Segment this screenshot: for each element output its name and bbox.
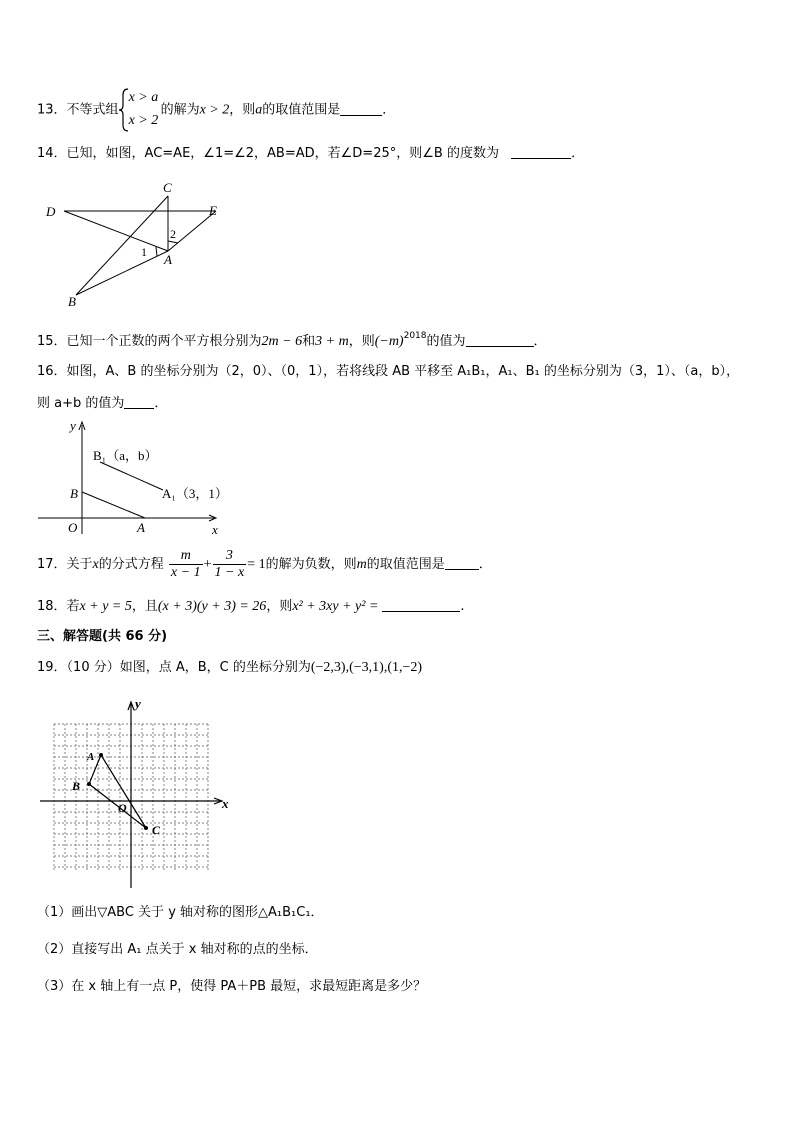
q16-text-2: 则 a+b 的值为 bbox=[37, 396, 125, 411]
q13-post: 的取值范围是 bbox=[262, 102, 341, 118]
q18-answer-blank[interactable] bbox=[382, 597, 460, 612]
q16-end: ． bbox=[154, 396, 168, 411]
q13-end: ． bbox=[382, 102, 396, 118]
label-c: C bbox=[163, 180, 172, 195]
q15-post: 的值为 bbox=[426, 334, 466, 349]
angle-1-mark bbox=[156, 247, 157, 256]
q18-expr-1: x + y = 5 bbox=[79, 599, 132, 614]
triangle-abc bbox=[89, 755, 146, 828]
section-heading: 三、解答题(共 66 分) bbox=[37, 629, 168, 644]
fraction-2-numerator: 3 bbox=[213, 548, 247, 565]
q15-prefix: 15．已知一个正数的两个平方根分别为 bbox=[37, 334, 262, 349]
question-15 bbox=[37, 326, 547, 352]
segment-a1b1 bbox=[100, 462, 163, 490]
angle-2-mark bbox=[168, 241, 178, 243]
label-y: y bbox=[70, 418, 76, 433]
q19-part-1: （1）画出▽ABC 关于 y 轴对称的图形△A₁B₁C₁． bbox=[37, 905, 324, 920]
q18-expr-3: x² + 3xy + y² = bbox=[292, 599, 379, 614]
label-y: y bbox=[135, 696, 141, 711]
q15-base: (−m) bbox=[374, 334, 404, 349]
segment-ab bbox=[76, 251, 168, 295]
q19-grid-figure bbox=[36, 696, 236, 891]
label-b: B bbox=[70, 486, 78, 501]
q17-x: x bbox=[92, 557, 99, 572]
q14-answer-blank[interactable] bbox=[511, 144, 571, 159]
q15-mid: ，则 bbox=[348, 334, 375, 349]
q13-number: 13． bbox=[37, 102, 67, 118]
q13-variable: a bbox=[255, 102, 263, 118]
q17-m: m bbox=[356, 557, 367, 572]
q15-expr-1: 2m − 6 bbox=[261, 334, 303, 349]
q17-post-2: 的取值范围是 bbox=[366, 557, 445, 572]
question-17 bbox=[37, 546, 492, 584]
inequality-line-1: x > a bbox=[128, 90, 159, 105]
q14-figure bbox=[40, 178, 240, 308]
fraction-2-denominator: 1 − x bbox=[214, 565, 245, 580]
q17-mid: 的分式方程 bbox=[98, 557, 164, 572]
q17-answer-blank[interactable] bbox=[445, 555, 479, 570]
q15-exponent: 2018 bbox=[403, 331, 427, 341]
q16-figure bbox=[36, 418, 236, 536]
question-14 bbox=[37, 144, 584, 164]
q15-end: ． bbox=[533, 334, 547, 349]
q17-equals: = 1 bbox=[247, 557, 266, 572]
q16-text-1: 16．如图，A、B 的坐标分别为（2，0）、（0，1），若将线段 AB 平移至 A₁B₁，A₁、B₁ 的坐标分别为（3，1）、（a，b）， bbox=[37, 364, 740, 379]
q15-and: 和 bbox=[302, 334, 316, 349]
label-angle-1: 1 bbox=[141, 245, 147, 259]
label-a: A bbox=[137, 520, 145, 535]
label-x: x bbox=[212, 522, 218, 536]
q18-end: . bbox=[460, 599, 465, 614]
q14-text: 14．已知，如图，AC=AE，∠1=∠2，AB=AD，若∠D=25°，则∠B 的度数为 bbox=[37, 146, 499, 161]
q18-expr-2: (x + 3)(y + 3) = 26 bbox=[157, 599, 267, 614]
q13-prefix: 不等式组 bbox=[66, 102, 119, 118]
segment-ab bbox=[82, 492, 145, 518]
label-origin: O bbox=[68, 520, 78, 535]
q17-fraction-2 bbox=[213, 548, 247, 581]
q18-prefix: 18．若 bbox=[37, 599, 80, 614]
fraction-1-numerator: m bbox=[169, 548, 203, 565]
q18-mid-2: ，则 bbox=[266, 599, 293, 614]
label-a: A bbox=[164, 252, 172, 267]
label-angle-2: 2 bbox=[170, 227, 176, 241]
inequality-system bbox=[119, 88, 161, 132]
inequality-line-2: x > 2 bbox=[128, 113, 159, 128]
label-d: D bbox=[46, 204, 56, 219]
q16-answer-blank[interactable] bbox=[124, 394, 154, 409]
label-b: B bbox=[72, 779, 81, 793]
fraction-1-denominator: x − 1 bbox=[170, 565, 201, 580]
question-16-line-1 bbox=[37, 362, 739, 382]
q15-expr-2: 3 + m bbox=[315, 334, 349, 349]
q19-prefix: 19．（10 分）如图，点 A，B，C 的坐标分别为 bbox=[37, 660, 311, 675]
label-a1: A₁（3，1） bbox=[162, 486, 228, 501]
point-a bbox=[99, 753, 103, 757]
label-a: A bbox=[87, 751, 95, 763]
label-origin: O bbox=[118, 801, 127, 815]
q13-solution: x > 2 bbox=[199, 102, 230, 118]
question-13 bbox=[37, 88, 395, 132]
label-b: B bbox=[68, 294, 76, 308]
q19-part-2: （2）直接写出 A₁ 点关于 x 轴对称的点的坐标． bbox=[37, 942, 318, 957]
q14-end: ． bbox=[571, 146, 585, 161]
q18-mid-1: ，且 bbox=[131, 599, 158, 614]
q19-part-3: （3）在 x 轴上有一点 P，使得 PA＋PB 最短，求最短距离是多少？ bbox=[37, 979, 427, 994]
q17-end: ． bbox=[478, 557, 492, 572]
q17-prefix: 17．关于 bbox=[37, 557, 93, 572]
segment-da bbox=[64, 211, 168, 251]
q19-coords: (−2,3),(−3,1),(1,−2) bbox=[310, 660, 423, 675]
q15-answer-blank[interactable] bbox=[466, 332, 534, 347]
point-b bbox=[87, 782, 91, 786]
q17-plus: + bbox=[203, 557, 212, 572]
q17-post-1: 的解为负数，则 bbox=[265, 557, 357, 572]
label-b1: B₁（a，b） bbox=[93, 448, 158, 463]
q17-fraction-1 bbox=[169, 548, 203, 581]
label-e: E bbox=[209, 203, 217, 218]
question-19 bbox=[37, 658, 422, 678]
left-brace-icon bbox=[119, 88, 129, 132]
point-c bbox=[144, 826, 148, 830]
question-16-line-2 bbox=[37, 394, 167, 414]
q13-mid: 的解为 bbox=[160, 102, 200, 118]
label-c: C bbox=[152, 823, 161, 837]
q13-comma: ，则 bbox=[229, 102, 256, 118]
label-x: x bbox=[222, 796, 229, 811]
q13-answer-blank[interactable] bbox=[340, 101, 382, 116]
question-18 bbox=[37, 597, 465, 617]
